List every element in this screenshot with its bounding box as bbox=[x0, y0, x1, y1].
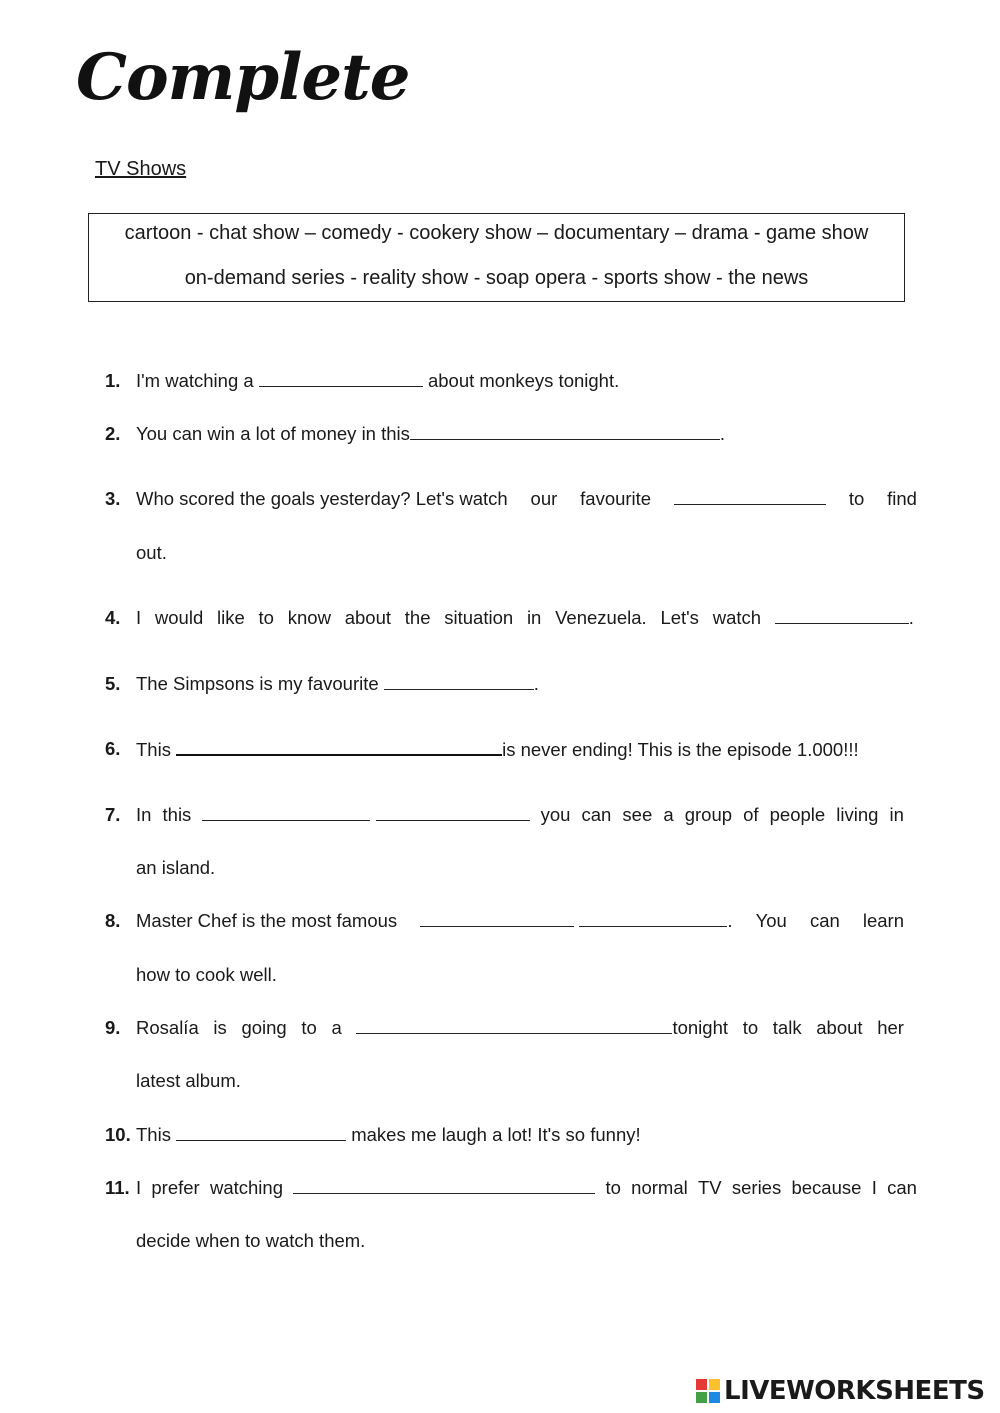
question-word: group bbox=[684, 804, 733, 825]
answer-blank[interactable] bbox=[420, 910, 574, 927]
question-word: I bbox=[136, 1177, 142, 1198]
answer-blank[interactable] bbox=[202, 804, 370, 821]
question-word: to bbox=[301, 1017, 317, 1038]
answer-blank[interactable] bbox=[356, 1017, 672, 1034]
question-text: I'm watching a bbox=[136, 370, 259, 391]
question-word: of bbox=[743, 804, 759, 825]
question-number: 6. bbox=[105, 738, 121, 759]
question-word: I bbox=[871, 1177, 877, 1198]
question-continuation: an island. bbox=[136, 857, 216, 878]
question-number: 9. bbox=[105, 1017, 121, 1038]
question-text: Who scored the goals yesterday? Let's watch bbox=[136, 488, 508, 509]
question-word: In bbox=[136, 804, 152, 825]
question-text: The Simpsons is my favourite bbox=[136, 673, 384, 694]
question-word: tonight bbox=[672, 1017, 729, 1038]
question-text: . bbox=[719, 423, 726, 444]
question-word: living bbox=[836, 804, 879, 825]
word-bank-line: cartoon - chat show – comedy - cookery show – documentary – drama - game show bbox=[124, 222, 869, 244]
question-word: to bbox=[605, 1177, 621, 1198]
question-number: 10. bbox=[105, 1124, 131, 1145]
question-continuation: latest album. bbox=[136, 1070, 241, 1091]
question-word: can bbox=[581, 804, 612, 825]
question-text: our bbox=[530, 488, 558, 509]
question-word: series bbox=[731, 1177, 782, 1198]
question-continuation: decide when to watch them. bbox=[136, 1230, 366, 1251]
question-word: people bbox=[769, 804, 826, 825]
question-number: 11. bbox=[105, 1177, 130, 1198]
question-word: watch bbox=[712, 607, 762, 628]
question-word: a bbox=[331, 1017, 342, 1038]
question-continuation: how to cook well. bbox=[136, 964, 277, 985]
question-word: You bbox=[755, 910, 787, 931]
answer-blank[interactable] bbox=[384, 673, 534, 690]
question-word: watching bbox=[209, 1177, 283, 1198]
question-word: see bbox=[622, 804, 653, 825]
question-word: this bbox=[162, 804, 192, 825]
question-number: 7. bbox=[105, 804, 121, 825]
logo-text: LIVEWORKSHEETS bbox=[724, 1376, 985, 1406]
question-text: Master Chef is the most famous bbox=[136, 910, 398, 931]
question-word: Venezuela. bbox=[555, 607, 647, 628]
question-word: can bbox=[809, 910, 840, 931]
liveworksheets-logo bbox=[696, 1376, 985, 1406]
question-word: is bbox=[213, 1017, 227, 1038]
question-text: is never ending! This is the episode 1.000!!! bbox=[502, 739, 859, 760]
section-subtitle: TV Shows bbox=[95, 158, 187, 180]
question-word: situation bbox=[444, 607, 514, 628]
question-word: going bbox=[241, 1017, 287, 1038]
question-word: would bbox=[154, 607, 204, 628]
page-title: Complete bbox=[76, 40, 410, 115]
question-word: learn bbox=[862, 910, 904, 931]
logo-square bbox=[709, 1379, 720, 1390]
logo-square bbox=[709, 1392, 720, 1403]
question-word: in bbox=[889, 804, 904, 825]
question-word: can bbox=[887, 1177, 917, 1198]
question-continuation: out. bbox=[136, 542, 167, 563]
question-word: to bbox=[258, 607, 274, 628]
question-word: her bbox=[877, 1017, 904, 1038]
question-word: TV bbox=[697, 1177, 722, 1198]
question-word: about bbox=[816, 1017, 863, 1038]
question-text: find bbox=[887, 488, 917, 509]
question-number: 8. bbox=[105, 910, 121, 931]
question-text: . bbox=[908, 607, 914, 628]
question-text: . bbox=[727, 910, 733, 931]
question-word: know bbox=[287, 607, 331, 628]
question-word: the bbox=[404, 607, 431, 628]
question-word: you bbox=[540, 804, 571, 825]
question-word: about bbox=[344, 607, 392, 628]
answer-blank[interactable] bbox=[376, 804, 530, 821]
question-word: in bbox=[526, 607, 542, 628]
question-word: normal bbox=[631, 1177, 688, 1198]
question-text: . bbox=[533, 673, 539, 694]
question-number: 1. bbox=[105, 370, 121, 391]
question-text: favourite bbox=[580, 488, 652, 509]
question-word: like bbox=[217, 607, 245, 628]
answer-blank[interactable] bbox=[259, 370, 423, 387]
question-word: Rosalía bbox=[136, 1017, 199, 1038]
question-text: to bbox=[848, 488, 865, 509]
question-word: Let's bbox=[660, 607, 699, 628]
question-word: talk bbox=[772, 1017, 802, 1038]
answer-blank[interactable] bbox=[579, 910, 727, 927]
question-number: 4. bbox=[105, 607, 121, 628]
logo-square bbox=[696, 1379, 707, 1390]
question-text: You can win a lot of money in this bbox=[136, 423, 410, 444]
answer-blank[interactable] bbox=[293, 1177, 595, 1194]
question-number: 3. bbox=[105, 488, 121, 509]
question-number: 5. bbox=[105, 673, 121, 694]
question-text: about monkeys tonight. bbox=[422, 370, 620, 391]
answer-blank[interactable] bbox=[775, 607, 909, 624]
answer-blank[interactable] bbox=[410, 423, 720, 440]
logo-mark-icon bbox=[696, 1379, 720, 1403]
question-word: a bbox=[663, 804, 674, 825]
question-word: to bbox=[742, 1017, 759, 1038]
question-number: 2. bbox=[105, 423, 121, 444]
question-text: makes me laugh a lot! It's so funny! bbox=[346, 1124, 641, 1145]
question-word: prefer bbox=[151, 1177, 200, 1198]
answer-blank[interactable] bbox=[674, 488, 826, 505]
logo-square bbox=[696, 1392, 707, 1403]
answer-blank[interactable] bbox=[176, 738, 502, 756]
word-bank-line: on-demand series - reality show - soap opera - sports show - the news bbox=[184, 267, 809, 289]
question-text: This bbox=[136, 1124, 177, 1145]
question-word: I bbox=[136, 607, 142, 628]
answer-blank[interactable] bbox=[176, 1124, 346, 1141]
question-text: This bbox=[136, 739, 177, 760]
word-bank bbox=[88, 213, 905, 302]
question-word: because bbox=[791, 1177, 862, 1198]
